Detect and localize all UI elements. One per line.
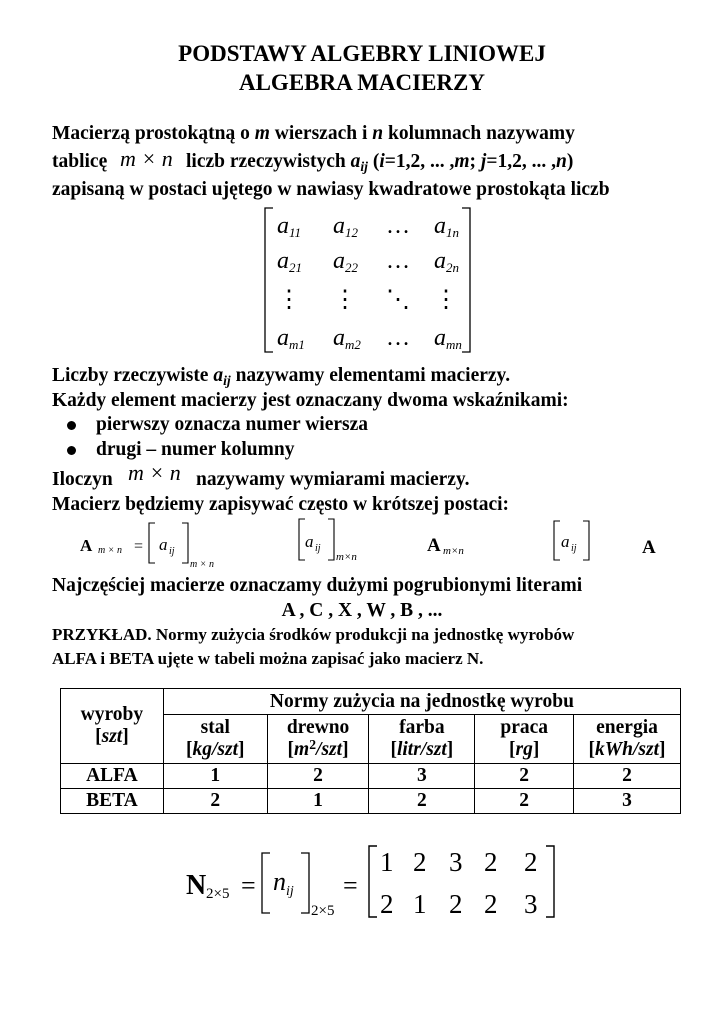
- column-header-farba: farba [litr/szt]: [369, 715, 475, 764]
- table-cell: 3: [369, 764, 475, 789]
- product-label: Iloczyn: [52, 469, 113, 490]
- corner-header: wyroby [szt]: [61, 689, 164, 764]
- definition-line-2-end: liczb rzeczywistych $a_{ij}$ (i=1,2, ... ,m; j=1,2, ... ,n): [186, 151, 574, 174]
- matrix-element: ⋮: [277, 287, 301, 313]
- matrix-element: a21: [277, 248, 302, 275]
- matrix-element: 2: [449, 889, 463, 919]
- row-label-beta: BETA: [61, 789, 164, 814]
- page-subtitle: ALGEBRA MACIERZY: [238, 70, 485, 95]
- matrix-element: …: [386, 213, 410, 239]
- definition-line-2-start: tablicę: [52, 151, 108, 172]
- matrix-element: …: [386, 248, 410, 274]
- table-cell: 2: [267, 764, 369, 789]
- subscript-m-x-n: m×n: [336, 551, 357, 563]
- matrix-element: 2: [524, 847, 538, 877]
- column-header-stal: stal [kg/szt]: [163, 715, 267, 764]
- matrix-element: 2: [484, 847, 498, 877]
- definition-line-1: Macierzą prostokątną o m wierszach i n kolumnach nazywamy: [52, 123, 575, 144]
- column-header-energia: energia [kWh/szt]: [574, 715, 681, 764]
- left-bracket: [262, 853, 270, 913]
- element-a: a: [159, 535, 168, 554]
- matrix-element: am1: [277, 325, 305, 352]
- equals-sign: =: [343, 871, 358, 900]
- matrix-symbol-N: N: [186, 870, 207, 901]
- right-bracket: [546, 846, 554, 917]
- element-a: a: [561, 532, 570, 551]
- elements-line-2: Każdy element macierzy jest oznaczany dwoma wskaźnikami:: [52, 390, 569, 411]
- table-cell: 2: [163, 789, 267, 814]
- column-header-drewno: drewno $[m^2/szt]$: [267, 715, 369, 764]
- matrix-symbol-A: A: [80, 536, 93, 555]
- table-cell: 1: [163, 764, 267, 789]
- matrix-element: ⋱: [386, 287, 410, 313]
- table-cell: 2: [369, 789, 475, 814]
- example-line-1: PRZYKŁAD. Normy zużycia środków produkcji na jednostkę wyrobów: [52, 625, 575, 644]
- page-title: PODSTAWY ALGEBRY LINIOWEJ: [178, 41, 546, 66]
- element-n: n: [273, 867, 286, 896]
- matrix-symbol-A: A: [427, 535, 441, 556]
- subscript-ij: ij: [315, 543, 321, 554]
- matrix-element: a1n: [434, 213, 459, 240]
- bullet-item-1: pierwszy oznacza numer wiersza: [96, 414, 369, 435]
- matrix-symbol-A: A: [642, 537, 656, 558]
- capital-letter-examples: A , C , X , W , B , ...: [281, 600, 443, 621]
- matrix-element: 2: [413, 847, 427, 877]
- table-cell: 2: [475, 789, 574, 814]
- notation-intro: Macierz będziemy zapisywać często w krótszej postaci:: [52, 494, 510, 515]
- matrix-element: amn: [434, 325, 462, 352]
- matrix-element: 1: [413, 889, 427, 919]
- matrix-element: 3: [524, 889, 538, 919]
- left-bracket: [369, 846, 377, 917]
- table-cell: 1: [267, 789, 369, 814]
- element-a: a: [305, 532, 314, 551]
- matrix-element: am2: [333, 325, 361, 352]
- subscript-m-x-n: m×n: [443, 545, 464, 557]
- capitals-line: Najczęściej macierze oznaczamy dużymi pogrubionymi literami: [52, 575, 583, 596]
- matrix-element: 1: [380, 847, 394, 877]
- matrix-element: a12: [333, 213, 358, 240]
- elements-line-1: Liczby rzeczywiste $a_{ij}$ nazywamy elementami macierzy.: [52, 365, 511, 388]
- matrix-element: 3: [449, 847, 463, 877]
- table-cell: 3: [574, 789, 681, 814]
- definition-line-3: zapisaną w postaci ujętego w nawiasy kwadratowe prostokąta liczb: [52, 179, 610, 200]
- dimension-m-x-n: m × n: [128, 460, 181, 485]
- group-header: Normy zużycia na jednostkę wyrobu: [163, 689, 680, 715]
- subscript-ij: ij: [169, 546, 175, 557]
- subscript-2x5: 2×5: [206, 886, 230, 902]
- subscript-ij: ij: [286, 884, 294, 899]
- matrix-element: …: [386, 325, 410, 351]
- table-cell: 2: [574, 764, 681, 789]
- table-cell: 2: [475, 764, 574, 789]
- subscript-2x5: 2×5: [311, 903, 335, 919]
- right-bracket: [301, 853, 309, 913]
- matrix-element: 2: [380, 889, 394, 919]
- row-label-alfa: ALFA: [61, 764, 164, 789]
- product-description: nazywamy wymiarami macierzy.: [196, 469, 470, 490]
- subscript-m-x-n: m × n: [190, 559, 214, 570]
- example-line-2: ALFA i BETA ujęte w tabeli można zapisać jako macierz N.: [52, 649, 484, 668]
- column-header-praca: praca [rg]: [475, 715, 574, 764]
- matrix-element: a22: [333, 248, 358, 275]
- equals-sign: =: [134, 538, 144, 555]
- subscript-ij: ij: [571, 543, 577, 554]
- matrix-element: a11: [277, 213, 302, 240]
- bullet-item-2: drugi – numer kolumny: [96, 439, 295, 460]
- matrix-element: a2n: [434, 248, 459, 275]
- matrix-element: ⋮: [434, 287, 458, 313]
- matrix-element: 2: [484, 889, 498, 919]
- matrix-element: ⋮: [333, 287, 357, 313]
- dimension-m-x-n: m × n: [120, 146, 173, 171]
- equals-sign: =: [241, 871, 256, 900]
- subscript-m-x-n: m × n: [98, 545, 122, 556]
